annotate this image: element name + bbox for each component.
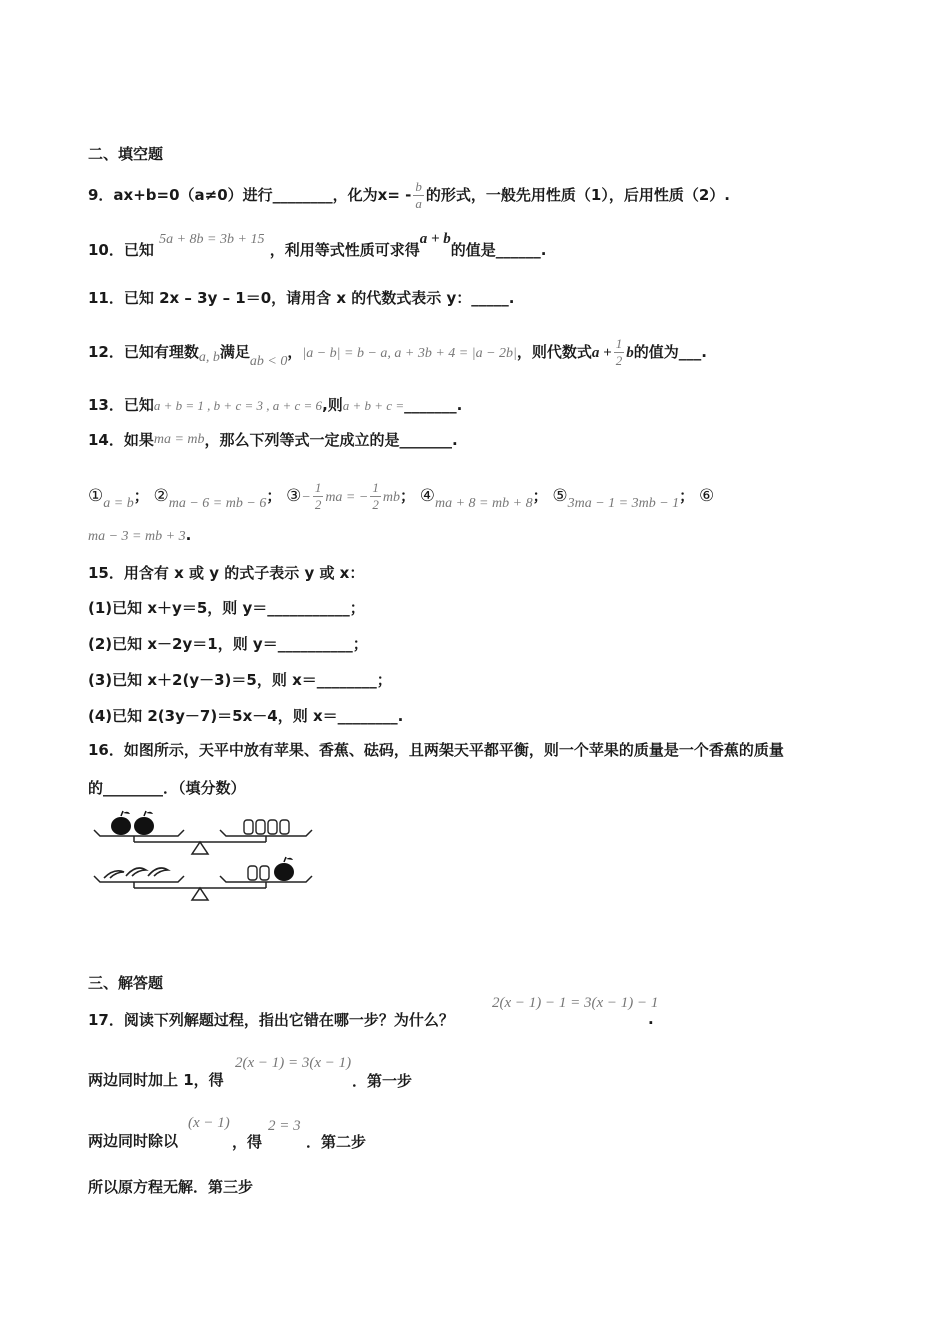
q14-option-1: a = b [103, 496, 134, 511]
q9-text-b: 的形式，一般先用性质（1），后用性质（2）. [425, 186, 730, 204]
lower-left-pan [94, 876, 184, 882]
q14-opt3-post: mb [382, 490, 400, 505]
q16-line-1: 16．如图所示，天平中放有苹果、香蕉、砝码，且两架天平都平衡，则一个苹果的质量是一个香蕉的质量 [88, 741, 784, 759]
q14-option-3-mark: ③ [286, 486, 302, 506]
q9-frac-den: a [415, 196, 422, 211]
weight-icon [256, 820, 265, 834]
q14-sep: ； [532, 487, 548, 505]
q9-text-a: 9．ax+b=0（a≠0）进行________，化为x= - [88, 186, 412, 204]
question-17 [88, 1010, 454, 1030]
q14-opt3-frac-den: 2 [314, 497, 322, 512]
question-13 [88, 395, 462, 416]
q13-equations: a + b = 1 , b + c = 3 , a + c = 6 [153, 398, 323, 413]
q15-item-2: (2)已知 x－2y＝1，则 y＝__________； [88, 635, 368, 653]
q12-frac-den: 2 [615, 353, 623, 368]
q13-text-b: ,则 [322, 396, 343, 414]
q9-fraction [413, 179, 424, 212]
q9-frac-num: b [415, 179, 422, 194]
q14-sep: ； [133, 487, 149, 505]
apple-icon [111, 811, 131, 835]
q17-step-1 [88, 1070, 224, 1090]
q13-text-a: 13．已知 [88, 396, 154, 414]
q12-frac-num: 1 [615, 336, 623, 351]
question-14 [88, 430, 458, 452]
q14-option-4: ma + 8 = mb + 8 [435, 496, 533, 511]
question-10 [88, 231, 547, 262]
q14-opt3-fraction [313, 480, 324, 513]
q15-item-4: (4)已知 2(3y－7)＝5x－4，则 x＝________. [88, 707, 404, 725]
q14-option-5-mark: ⑤ [552, 486, 568, 506]
q10-text-a: 10．已知 [88, 241, 154, 259]
q10-equation: 5a + 8b = 3b + 15 [159, 232, 265, 247]
q17-step2-text: 两边同时除以 [88, 1132, 179, 1150]
weight-icon [260, 866, 269, 880]
q14-text-a: 14．如果 [88, 431, 154, 449]
q17-equation: 2(x − 1) − 1 = 3(x − 1) − 1 [492, 995, 659, 1011]
q12-text-a: 12．已知有理数 [88, 343, 199, 361]
q17-step2-label: ．第二步 [306, 1133, 367, 1151]
q17-step1-label: ．第一步 [352, 1072, 413, 1090]
section-title-solve: 三、解答题 [88, 974, 164, 992]
q17-end: . [648, 1010, 654, 1028]
q14-sep: ； [679, 487, 695, 505]
q16-line-2: 的________．（填分数） [88, 779, 246, 797]
q14-option-1-mark: ① [88, 486, 104, 506]
question-11: 11．已知 2x – 3y – 1＝0，请用含 x 的代数式表示 y：_____. [88, 289, 515, 307]
weight-icon [248, 866, 257, 880]
q12-expr-b: b [626, 345, 634, 361]
weight-icon [268, 820, 277, 834]
q14-text-b: ，那么下列等式一定成立的是_______. [204, 431, 458, 449]
q17-text-a: 17．阅读下列解题过程，指出它错在哪一步？为什么？ [88, 1011, 454, 1029]
q14-equation: ma = mb [153, 432, 205, 447]
q14-opt3-fraction-2 [370, 480, 381, 513]
q10-expression: a + b [419, 231, 451, 247]
q14-option-5: 3ma − 1 = 3mb − 1 [567, 496, 680, 511]
q12-text-b: 满足 [219, 343, 250, 361]
q14-opt3-mid: ma = − [325, 490, 369, 505]
q13-text-c: _______. [404, 396, 463, 414]
apple-icon [274, 857, 294, 881]
q12-text-e: 的值为___. [633, 343, 707, 361]
q12-text-c: ， [287, 343, 303, 361]
q17-step-3: 所以原方程无解．第三步 [88, 1178, 254, 1196]
banana-icon [148, 868, 168, 876]
q14-opt3-frac-num: 1 [314, 480, 322, 495]
q14-end: . [185, 526, 192, 544]
q12-fraction [614, 336, 625, 369]
upper-balance [94, 811, 312, 854]
lower-balance [94, 857, 312, 900]
banana-icon [104, 871, 124, 878]
q17-step2-divisor: (x − 1) [188, 1115, 230, 1131]
lower-fulcrum [192, 888, 208, 900]
q17-step-2 [88, 1131, 178, 1151]
q10-text-c: 的值是______. [450, 241, 547, 259]
banana-icon [126, 868, 146, 876]
upper-right-pan [220, 830, 312, 836]
q17-step1-text: 两边同时加上 1，得 [88, 1071, 224, 1089]
weight-icon [244, 820, 253, 834]
apple-icon [134, 811, 154, 835]
q17-step1-equation: 2(x − 1) = 3(x − 1) [235, 1055, 352, 1071]
q12-condition-2: |a − b| = b − a, a + 3b + 4 = |a − 2b| [302, 346, 517, 361]
upper-fulcrum [192, 842, 208, 854]
q14-option-6-mark: ⑥ [698, 486, 715, 506]
q14-options-row [88, 480, 714, 513]
q14-sep: ； [399, 487, 415, 505]
q15-item-3: (3)已知 x＋2(y－3)＝5，则 x＝________； [88, 671, 392, 689]
q12-expr-a: a + [591, 345, 612, 361]
question-12 [88, 336, 707, 369]
q14-option-2: ma − 6 = mb − 6 [168, 496, 267, 511]
q15-item-1: (1)已知 x＋y＝5，则 y＝___________； [88, 599, 365, 617]
q15-title: 15．用含有 x 或 y 的式子表示 y 或 x： [88, 564, 365, 582]
q17-step2-text-b: ，得 [232, 1133, 263, 1151]
q17-step2-equation: 2 = 3 [268, 1118, 301, 1134]
q13-expression: a + b + c = [342, 398, 405, 413]
weight-icon [280, 820, 289, 834]
question-9 [88, 179, 730, 212]
q14-option-6: ma − 3 = mb + 3 [88, 529, 186, 544]
q12-condition-1: ab < 0 [249, 354, 288, 369]
q12-vars: a, b [198, 350, 220, 365]
q14-opt3-frac2-den: 2 [372, 497, 379, 512]
q14-options-row-2 [88, 525, 191, 547]
q14-opt3-pre: − [301, 490, 311, 505]
q14-option-2-mark: ② [153, 486, 169, 506]
q14-sep: ； [266, 487, 282, 505]
section-title-fill: 二、填空题 [88, 145, 164, 163]
balance-scales-figure [90, 808, 320, 916]
q14-opt3-frac2-num: 1 [372, 480, 379, 495]
q14-option-4-mark: ④ [419, 486, 435, 506]
q10-text-b: ，利用等式性质可求得 [269, 241, 420, 259]
q12-text-d: ，则代数式 [516, 343, 592, 361]
